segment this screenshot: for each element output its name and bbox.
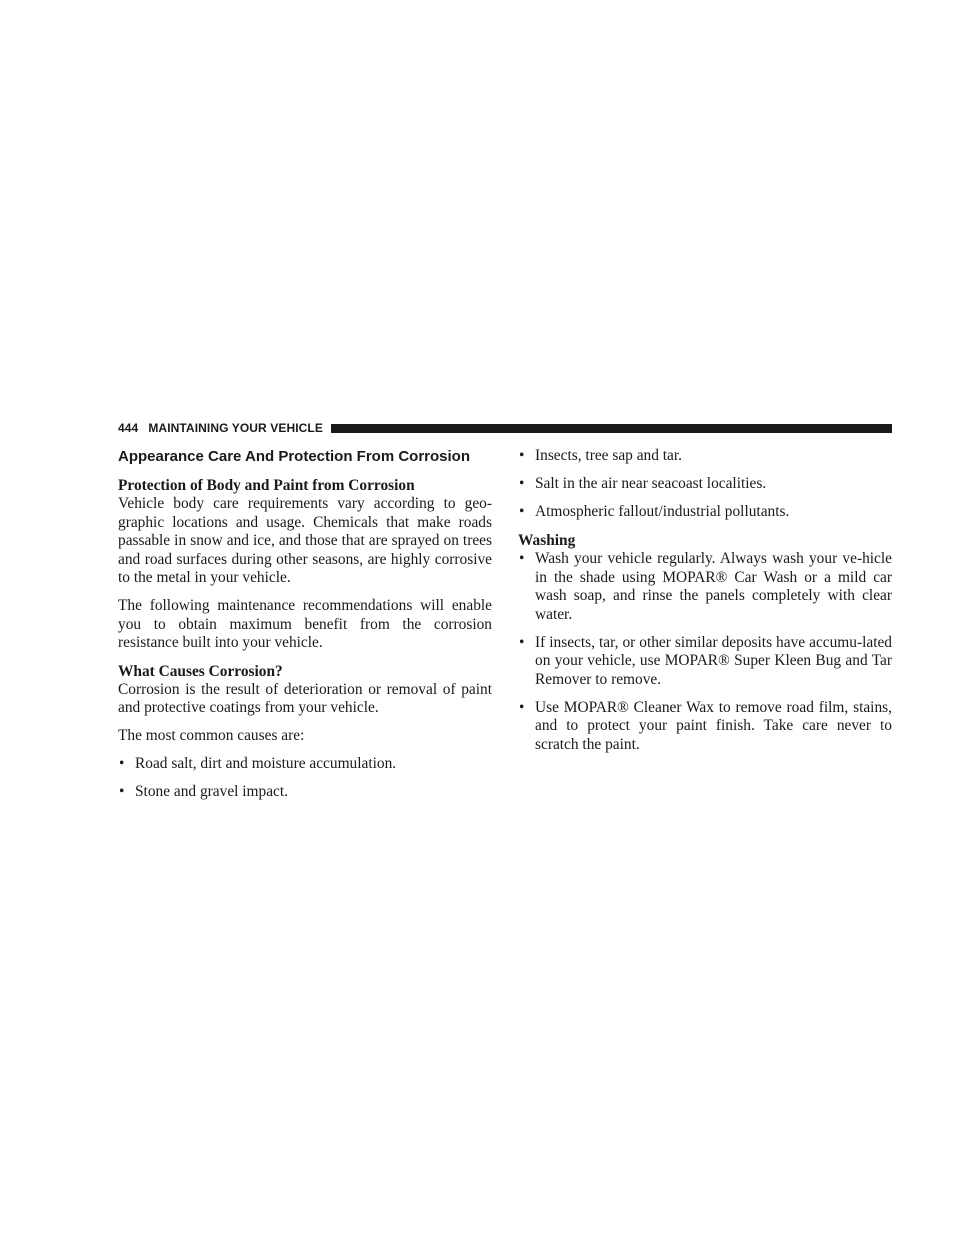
paragraph-common-causes: The most common causes are: [118, 726, 305, 744]
topic-heading: Appearance Care And Protection From Corrosion [118, 448, 471, 465]
list-item [518, 699, 892, 755]
list-item [518, 447, 892, 466]
header-rule [331, 424, 892, 433]
section-title: MAINTAINING YOUR VEHICLE [148, 421, 323, 435]
list-item [518, 503, 892, 522]
bullet-icon: • [519, 549, 525, 567]
washing-list [518, 550, 892, 755]
left-column [118, 447, 492, 811]
list-item-text: If insects, tar, or other similar deposits have accumu-lated on your vehicle, use MOPAR® Super Kleen Bug and Tar Remover to remove. [535, 633, 892, 688]
list-item-text: Road salt, dirt and moisture accumulation. [135, 754, 397, 772]
bullet-icon: • [119, 782, 125, 800]
subheading-causes: What Causes Corrosion? [118, 662, 283, 680]
paragraph-recommendations: The following maintenance recommendations will enable you to obtain maximum benefit from the corrosion resistance built into your vehicle. [118, 596, 492, 652]
bullet-icon: • [119, 754, 125, 772]
page-header [118, 419, 892, 437]
list-item-text: Salt in the air near seacoast localities. [535, 474, 767, 492]
list-item-text: Insects, tree sap and tar. [535, 447, 683, 464]
bullet-icon: • [519, 633, 525, 651]
list-item-text: Atmospheric fallout/industrial pollutants. [535, 502, 790, 520]
paragraph-corrosion-definition: Corrosion is the result of deterioration or removal of paint and protective coatings from your vehicle. [118, 680, 492, 717]
right-column [518, 447, 892, 764]
page-number: 444 [118, 421, 139, 435]
list-item [518, 550, 892, 624]
list-item-text: Stone and gravel impact. [135, 782, 289, 800]
bullet-icon: • [519, 698, 525, 716]
causes-list-continued [518, 447, 892, 522]
list-item [518, 634, 892, 690]
causes-list [118, 755, 492, 802]
bullet-icon: • [519, 474, 525, 492]
paragraph-body-care: Vehicle body care requirements vary according to geo-graphic locations and usage. Chemicals that make roads passable in snow and ice, and those that are sprayed on trees and road surfaces during other seasons, are highly corrosive to the metal in your vehicle. [118, 495, 492, 587]
subheading-protection: Protection of Body and Paint from Corrosion [118, 477, 415, 494]
list-item-text: Wash your vehicle regularly. Always wash your ve-hicle in the shade using MOPAR® Car Wash or a mild car wash soap, and rinse the panels completely with clear water. [535, 549, 892, 623]
list-item-text: Use MOPAR® Cleaner Wax to remove road film, stains, and to protect your paint finish. Take care never to scratch the paint. [535, 698, 892, 754]
bullet-icon: • [519, 447, 525, 464]
list-item [518, 475, 892, 494]
bullet-icon: • [519, 502, 525, 520]
subheading-washing: Washing [518, 531, 576, 549]
list-item [118, 755, 492, 774]
list-item [118, 783, 492, 802]
